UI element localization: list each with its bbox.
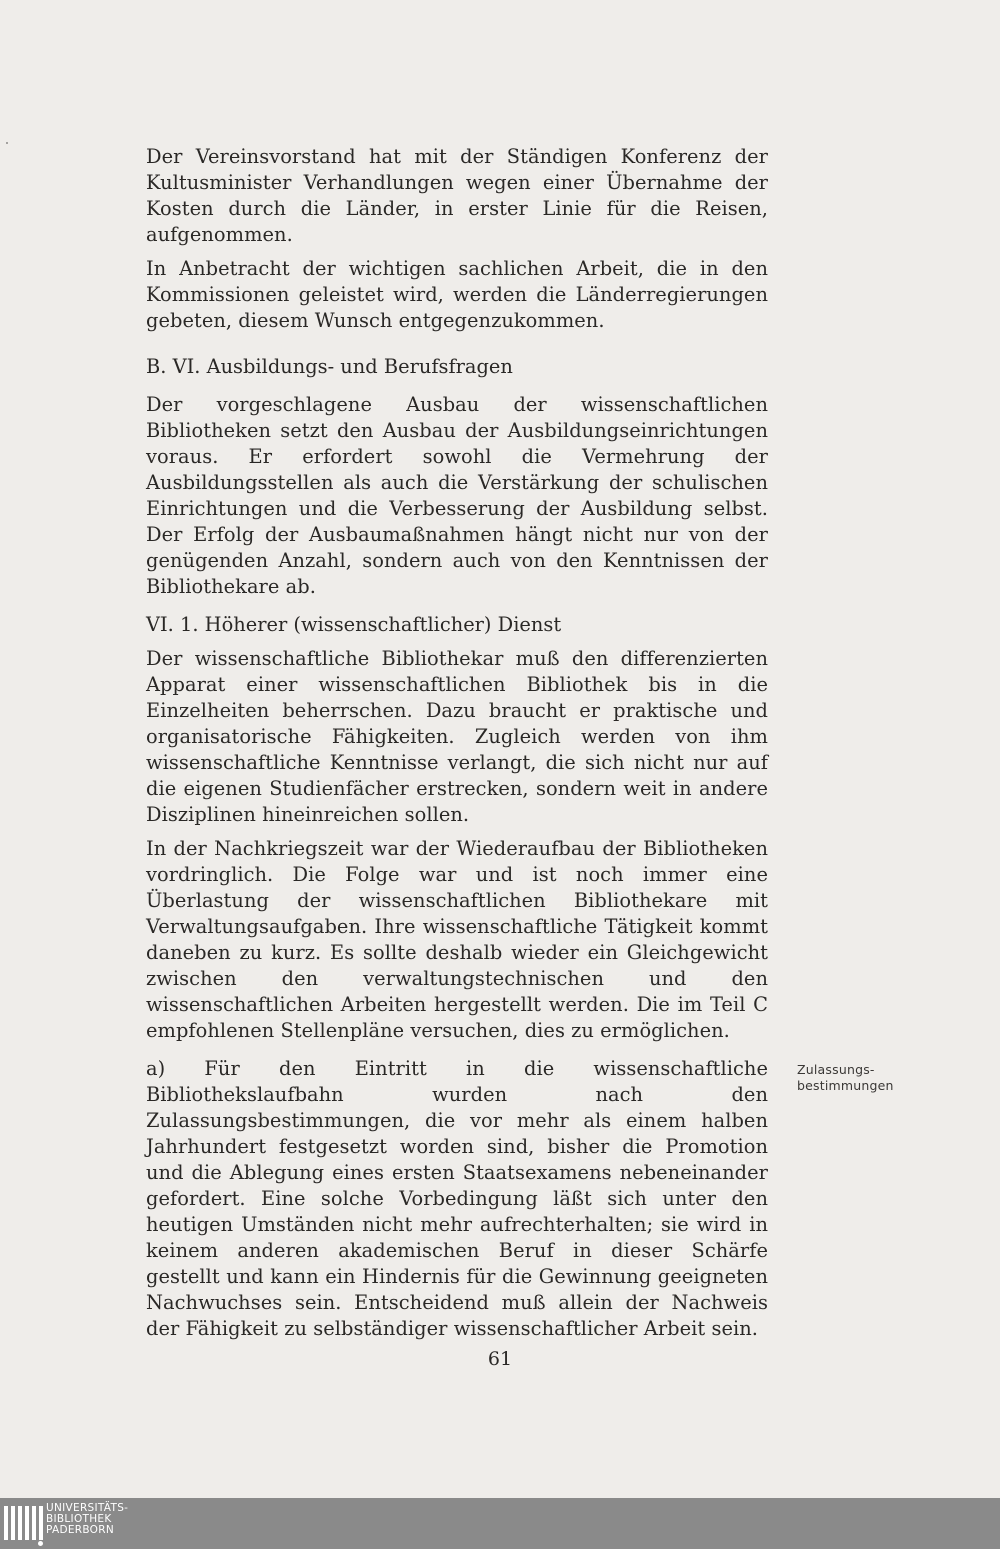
page-number: 61 [487, 1348, 513, 1370]
margin-note-line1: Zulassungs- [797, 1062, 875, 1077]
logo-text-line2: BIBLIOTHEK [46, 1513, 112, 1525]
body-text [146, 144, 768, 1342]
section-heading-vi1: VI. 1. Höherer (wissenschaftlicher) Dienst [146, 613, 562, 636]
library-footer-bar [0, 1498, 1000, 1549]
logo-text-line3: PADERBORN [46, 1524, 114, 1536]
margin-note [797, 1062, 907, 1094]
margin-note-line2: bestimmungen [797, 1078, 894, 1093]
paragraph-eintritt: a) Für den Eintritt in die wissenschaftliche Bibliothekslaufbahn wurden nach den Zulassungsbestimmungen, die vor mehr als einem halben Jahrhundert festgesetzt worden sind, bisher die Promotion und die Ablegung eines ersten Staatsexamens nebeneinander gefordert. Eine solche Vorbedingung läßt sich unter den heutigen Umständen nicht mehr aufrechterhalten; sie wird in keinem anderen akademischen Beruf in dieser Schärfe gestellt und kann ein Hindernis für die Gewinnung geeigneten Nachwuchses sein. Entscheidend muß allein der Nachweis der Fähigkeit zu selbständiger wissenschaftlicher Arbeit sein. [146, 1057, 768, 1340]
paragraph-nachkriegszeit: In der Nachkriegszeit war der Wiederaufbau der Bibliotheken vordringlich. Die Folge war und ist noch immer eine Überlastung der wissenschaftlichen Bibliothekare mit Verwaltungsaufgaben. Ihre wissenschaftliche Tätigkeit kommt daneben zu kurz. Es sollte deshalb wieder ein Gleichgewicht zwischen den verwaltungstechnischen und den wissenschaftlichen Arbeiten hergestellt werden. Die im Teil C empfohlenen Stellenpläne versuchen, dies zu ermöglichen. [146, 837, 768, 1042]
paragraph-bibliothekar: Der wissenschaftliche Bibliothekar muß den differenzierten Apparat einer wissenschaftlichen Bibliothek bis in die Einzelheiten beherrschen. Dazu braucht er praktische und organisatorische Fähigkeiten. Zugleich werden von ihm wissenschaftliche Kenntnisse verlangt, die sich nicht nur auf die eigenen Studienfächer erstrecken, sondern weit in andere Disziplinen hineinreichen sollen. [146, 647, 768, 826]
paragraph-ausbau: Der vorgeschlagene Ausbau der wissenschaftlichen Bibliotheken setzt den Ausbau der Ausbildungseinrichtungen voraus. Er erfordert sowohl die Vermehrung der Ausbildungsstellen als auch die Verstärkung der schulischen Einrichtungen und die Verbesserung der Ausbildung selbst. Der Erfolg der Ausbaumaßnahmen hängt nicht nur von der genügenden Anzahl, sondern auch von den Kenntnissen der Bibliothekare ab. [146, 393, 768, 598]
logo-text-line1: UNIVERSITÄTS- [46, 1502, 129, 1514]
scan-speck [6, 142, 8, 144]
paragraph-anbetracht: In Anbetracht der wichtigen sachlichen Arbeit, die in den Kommissionen geleistet wird, werden die Länderregierungen gebeten, diesem Wunsch entgegenzukommen. [146, 257, 768, 332]
section-heading-b6: B. VI. Ausbildungs- und Berufsfragen [146, 355, 513, 378]
paragraph-vereinsvorstand: Der Vereinsvorstand hat mit der Ständigen Konferenz der Kultusminister Verhandlungen wegen einer Übernahme der Kosten durch die Länder, in erster Linie für die Reisen, aufgenommen. [146, 145, 768, 246]
library-logo-text [46, 1502, 128, 1536]
library-logo-icon [4, 1502, 46, 1546]
library-logo [4, 1502, 128, 1546]
